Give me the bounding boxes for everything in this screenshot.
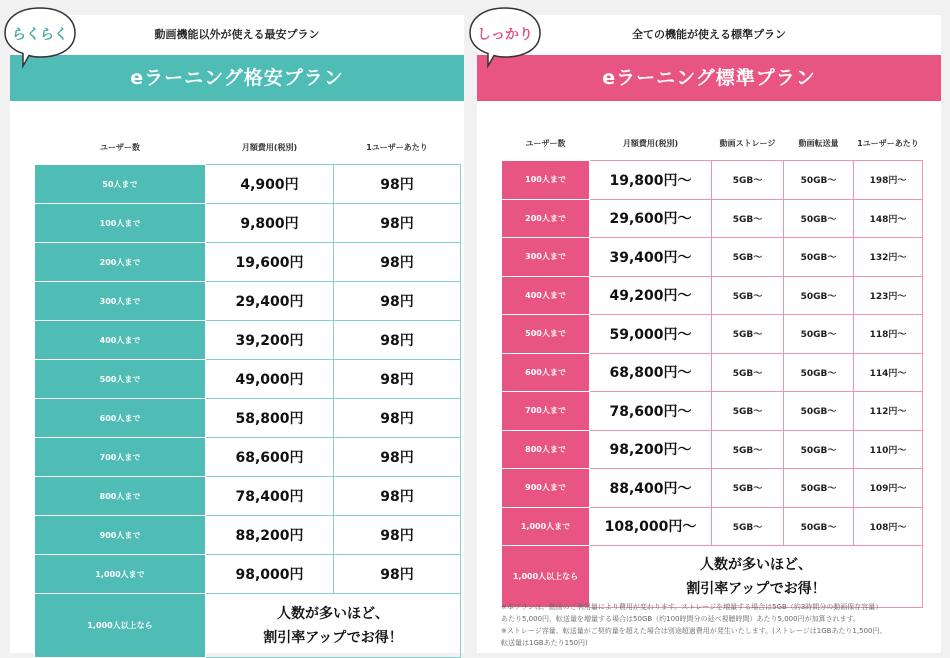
column-header-per-user: 1ユーザーあたり [857,138,919,148]
per-user-cell: 98円 [334,516,461,555]
user-count-cell: 500人まで [502,315,590,354]
price-cell: 59,000円〜 [590,315,712,354]
table-row [35,165,461,204]
transfer-cell: 50GB〜 [784,392,854,431]
storage-cell: 5GB〜 [712,392,784,431]
price-cell: 19,600円 [206,243,334,282]
column-header-users: ユーザー数 [525,138,566,148]
column-header-price: 月額費用(税別) [622,138,679,148]
transfer-cell: 50GB〜 [784,238,854,277]
user-count-cell: 700人まで [502,392,590,431]
transfer-cell: 50GB〜 [784,430,854,469]
storage-cell: 5GB〜 [712,161,784,200]
cta-line-2: 割引率アップでお得！ [263,629,403,646]
per-user-cell: 98円 [334,243,461,282]
table-row [35,282,461,321]
per-user-cell: 98円 [334,477,461,516]
per-user-cell: 148円〜 [854,199,923,238]
user-count-cell: 800人まで [502,430,590,469]
user-count-cell: 200人まで [35,243,206,282]
user-count-cell: 300人まで [502,238,590,277]
table-row [502,353,923,392]
table-row [35,321,461,360]
price-cell: 9,800円 [206,204,334,243]
footnote-line: ※ストレージ容量、転送量がご契約量を超えた場合は別途超過費用が発生いたします。(ストレージは1GBあたり1,500円、 [501,627,887,635]
badge-label: しっかり [477,27,533,43]
table-row [502,469,923,508]
price-cell: 29,400円 [206,282,334,321]
transfer-cell: 50GB〜 [784,161,854,200]
plan-title: eラーニング格安プラン [10,55,464,101]
column-header-per-user: 1ユーザーあたり [366,142,428,152]
table-row [35,204,461,243]
cta-row [502,546,923,608]
cta-message-cell [206,594,461,658]
per-user-cell: 98円 [334,165,461,204]
table-header-row [35,130,461,165]
cta-user-count-cell: 1,000人以上なら [502,546,590,608]
user-count-cell: 1,000人まで [35,555,206,594]
user-count-cell: 900人まで [35,516,206,555]
per-user-cell: 114円〜 [854,353,923,392]
user-count-cell: 900人まで [502,469,590,508]
transfer-cell: 50GB〜 [784,315,854,354]
pricing-table [34,130,461,658]
footnote-line: 転送量は1GBあたり150円) [501,639,588,647]
table-row [502,238,923,277]
price-cell: 29,600円〜 [590,199,712,238]
plan-subtitle: 動画機能以外が使える最安プラン [154,28,320,41]
per-user-cell: 98円 [334,204,461,243]
cta-message-cell [590,546,923,608]
column-header-users: ユーザー数 [100,142,140,152]
user-count-cell: 600人まで [502,353,590,392]
price-cell: 88,200円 [206,516,334,555]
storage-cell: 5GB〜 [712,199,784,238]
table-row [35,477,461,516]
plan-subtitle: 全ての機能が使える標準プラン [632,28,786,41]
price-cell: 4,900円 [206,165,334,204]
user-count-cell: 700人まで [35,438,206,477]
plan-card-budget [10,15,464,653]
transfer-cell: 50GB〜 [784,469,854,508]
user-count-cell: 800人まで [35,477,206,516]
per-user-cell: 198円〜 [854,161,923,200]
per-user-cell: 98円 [334,399,461,438]
price-cell: 19,800円〜 [590,161,712,200]
user-count-cell: 400人まで [502,276,590,315]
column-header-price: 月額費用(税別) [241,142,298,152]
table-row [502,199,923,238]
footnote-line: ※本プランは、動画のご利用量により費用が変わります。ストレージを増量する場合は5GB（約3時間分の動画保存容量） [501,603,883,611]
per-user-cell: 98円 [334,321,461,360]
price-cell: 39,200円 [206,321,334,360]
column-header-storage: 動画ストレージ [719,138,776,148]
storage-cell: 5GB〜 [712,315,784,354]
table-row [35,243,461,282]
price-cell: 68,600円 [206,438,334,477]
per-user-cell: 110円〜 [854,430,923,469]
per-user-cell: 98円 [334,360,461,399]
price-cell: 49,000円 [206,360,334,399]
user-count-cell: 200人まで [502,199,590,238]
table-row [502,430,923,469]
price-cell: 108,000円〜 [590,507,712,546]
cta-user-count-cell: 1,000人以上なら [35,594,206,658]
per-user-cell: 118円〜 [854,315,923,354]
table-row [35,555,461,594]
table-row [35,438,461,477]
storage-cell: 5GB〜 [712,276,784,315]
cta-line-1: 人数が多いほど、 [700,556,812,573]
price-cell: 98,000円 [206,555,334,594]
table-row [502,276,923,315]
table-header-row [502,126,923,161]
table-row [35,360,461,399]
storage-cell: 5GB〜 [712,238,784,277]
user-count-cell: 1,000人まで [502,507,590,546]
cta-line-2: 割引率アップでお得！ [686,580,826,597]
user-count-cell: 500人まで [35,360,206,399]
per-user-cell: 98円 [334,438,461,477]
price-cell: 98,200円〜 [590,430,712,469]
per-user-cell: 108円〜 [854,507,923,546]
per-user-cell: 132円〜 [854,238,923,277]
storage-cell: 5GB〜 [712,430,784,469]
cta-row [35,594,461,658]
plan-title: eラーニング標準プラン [477,55,941,101]
transfer-cell: 50GB〜 [784,276,854,315]
table-row [502,161,923,200]
table-row [35,399,461,438]
price-cell: 78,600円〜 [590,392,712,431]
user-count-cell: 300人まで [35,282,206,321]
user-count-cell: 100人まで [502,161,590,200]
user-count-cell: 600人まで [35,399,206,438]
storage-cell: 5GB〜 [712,469,784,508]
user-count-cell: 400人まで [35,321,206,360]
table-row [35,516,461,555]
pricing-table [501,126,923,608]
price-cell: 78,400円 [206,477,334,516]
price-cell: 88,400円〜 [590,469,712,508]
badge-rakuraku [1,4,79,70]
storage-cell: 5GB〜 [712,353,784,392]
transfer-cell: 50GB〜 [784,507,854,546]
plan-card-standard [477,15,941,653]
transfer-cell: 50GB〜 [784,199,854,238]
footnote-line: あたり5,000円、転送量を増量する場合は50GB（約100時間分の延べ視聴時間）あたり5,000円が加算されます。 [501,615,861,623]
footnote [501,601,937,649]
badge-shikkari [466,4,544,70]
per-user-cell: 123円〜 [854,276,923,315]
user-count-cell: 100人まで [35,204,206,243]
table-row [502,315,923,354]
table-row [502,392,923,431]
user-count-cell: 50人まで [35,165,206,204]
badge-label: らくらく [12,27,68,43]
per-user-cell: 98円 [334,555,461,594]
per-user-cell: 109円〜 [854,469,923,508]
per-user-cell: 98円 [334,282,461,321]
per-user-cell: 112円〜 [854,392,923,431]
storage-cell: 5GB〜 [712,507,784,546]
price-cell: 49,200円〜 [590,276,712,315]
cta-line-1: 人数が多いほど、 [277,605,389,622]
price-cell: 58,800円 [206,399,334,438]
table-row [502,507,923,546]
price-cell: 68,800円〜 [590,353,712,392]
transfer-cell: 50GB〜 [784,353,854,392]
column-header-transfer: 動画転送量 [798,138,839,148]
price-cell: 39,400円〜 [590,238,712,277]
